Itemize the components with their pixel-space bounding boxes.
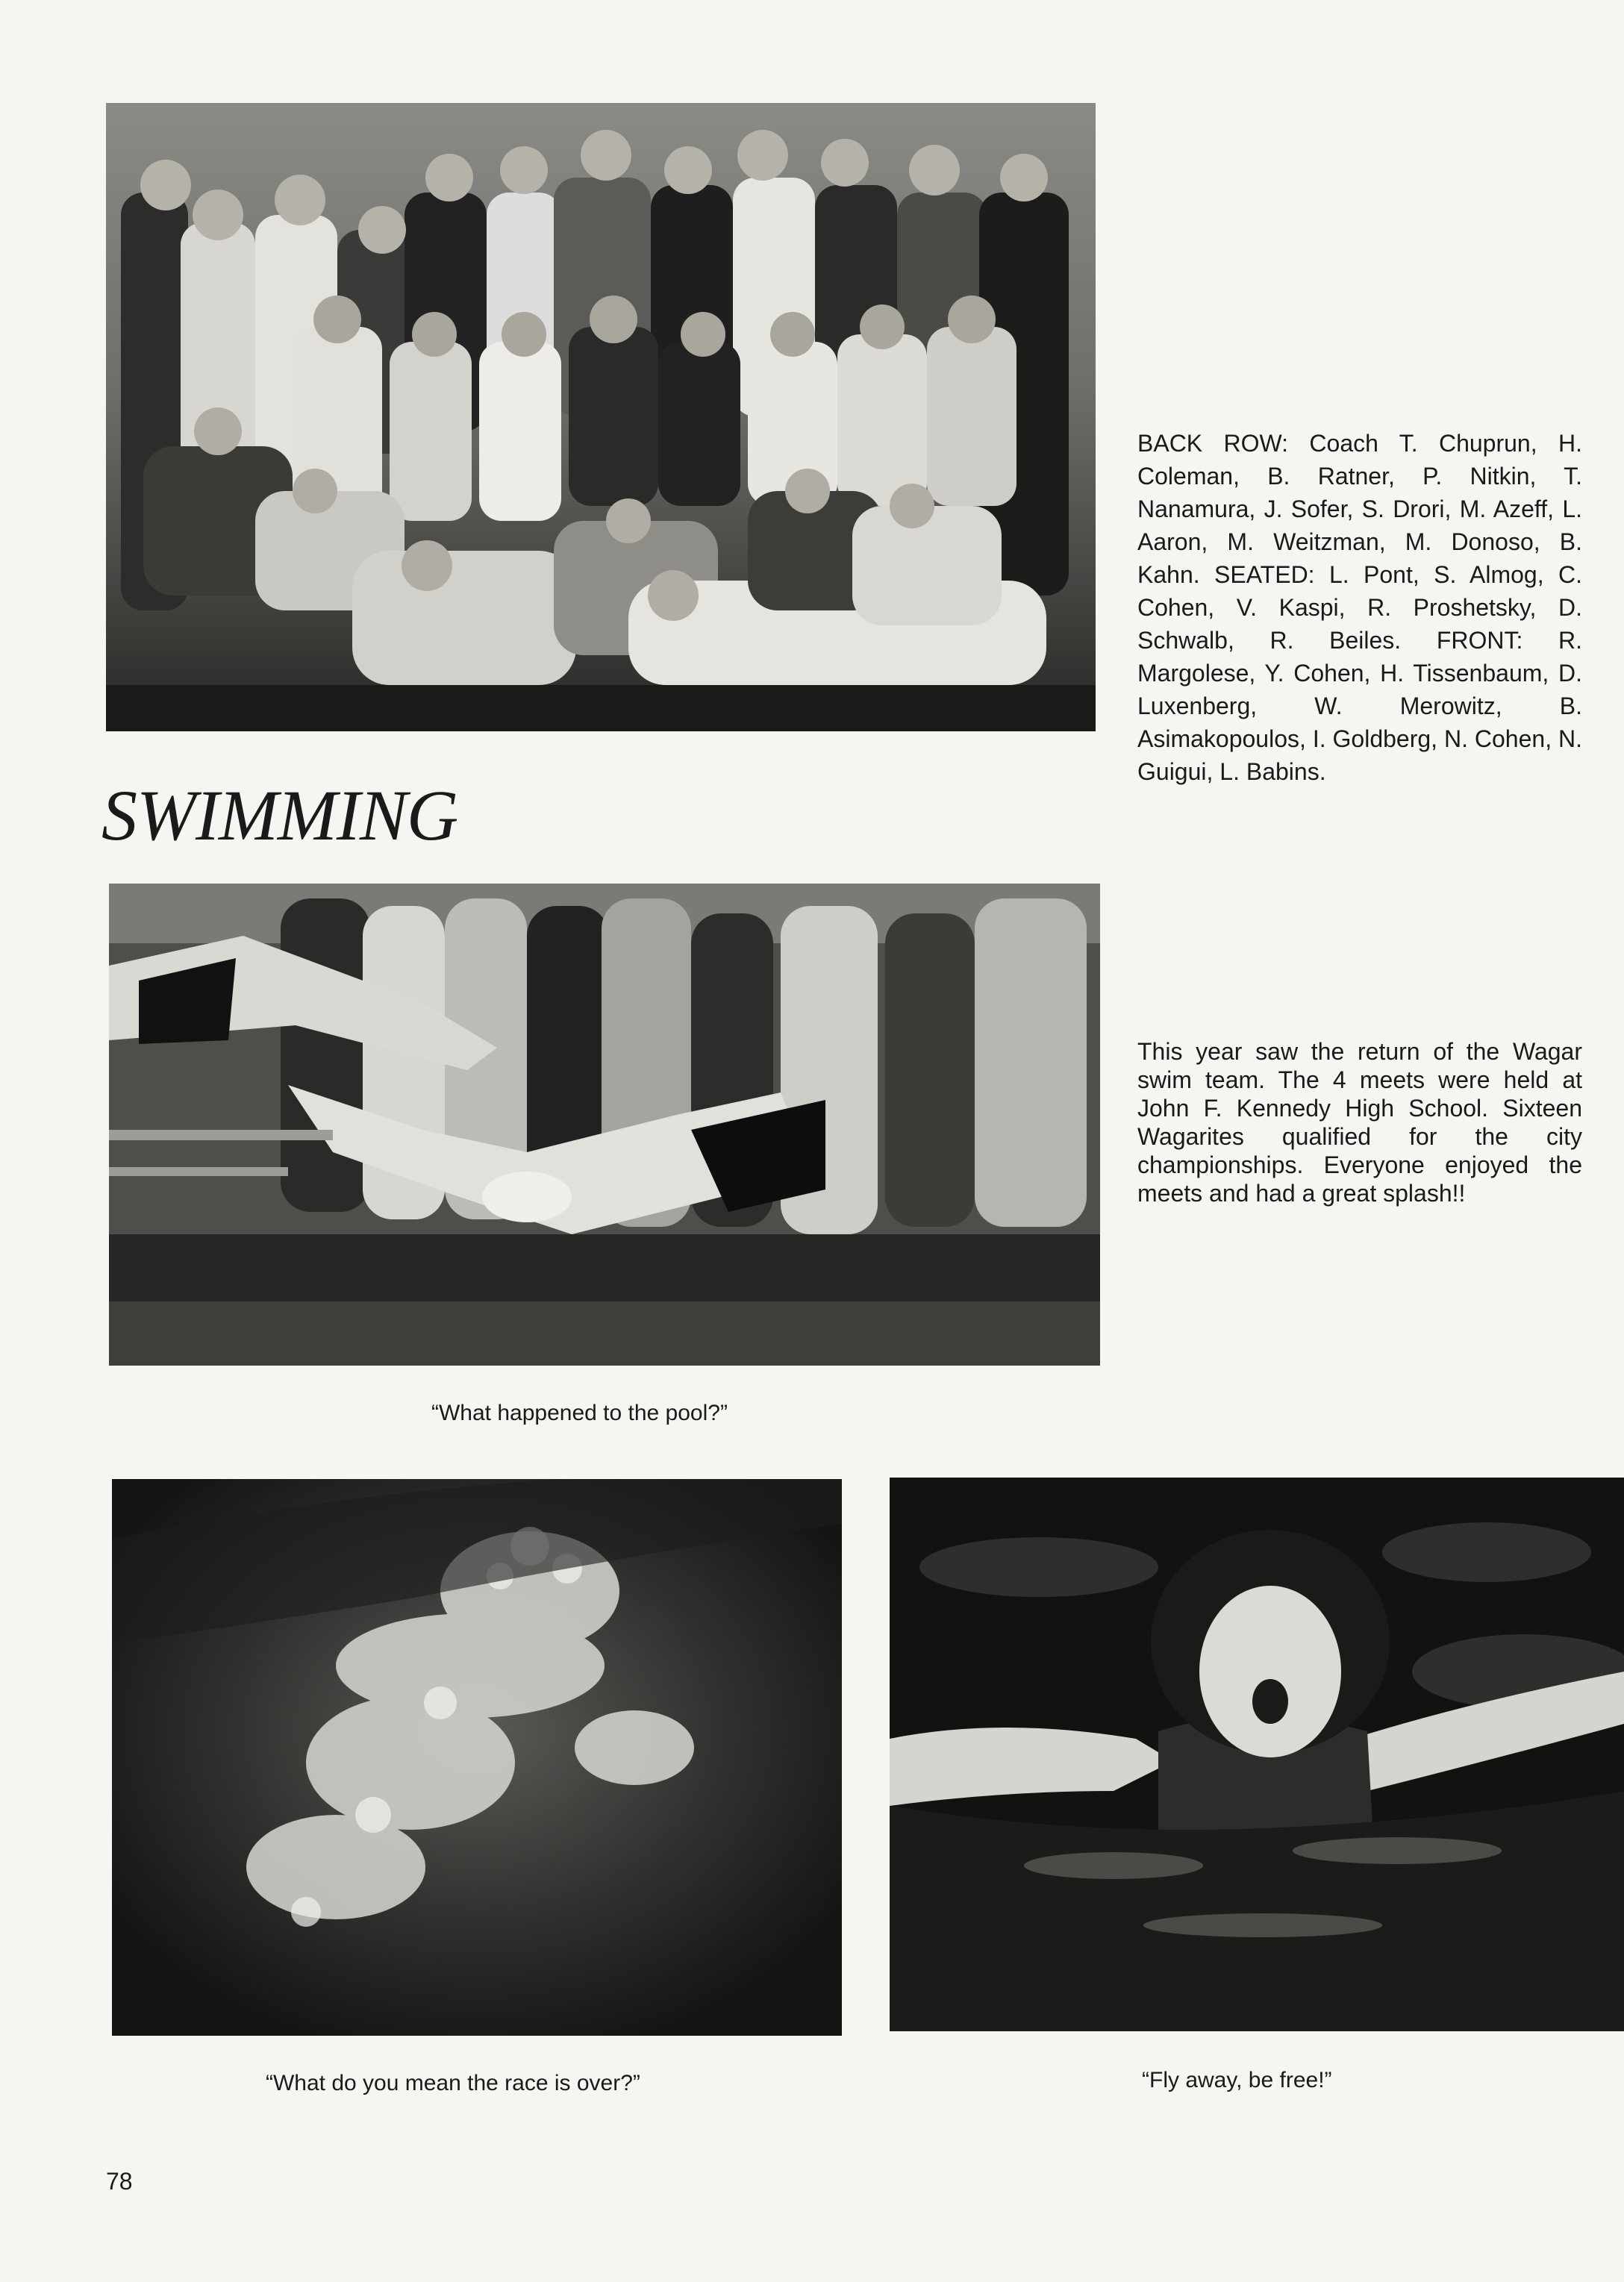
- butterfly-swimmer-photo: [890, 1478, 1624, 2031]
- butterfly-photo-caption: “Fly away, be free!”: [1142, 2068, 1332, 2092]
- splash-photo-caption: “What do you mean the race is over?”: [266, 2071, 640, 2095]
- diving-photo-caption: “What happened to the pool?”: [431, 1401, 728, 1425]
- page-number: 78: [106, 2168, 133, 2195]
- section-title: SWIMMING: [102, 775, 458, 855]
- team-photo: [106, 103, 1096, 731]
- diving-photo: [109, 884, 1100, 1366]
- story-text: This year saw the return of the Wagar swim team. The 4 meets were held at John F. Kennedy High School. Sixteen Wagarites qualified for the city championships. Everyone enjoyed the meets and had a great splash!!: [1137, 1038, 1582, 1207]
- team-roster-caption: BACK ROW: Coach T. Chuprun, H. Coleman, B. Ratner, P. Nitkin, T. Nanamura, J. Sofer, S. Drori, M. Azeff, L. Aaron, M. Weitzman, M. Donoso, B. Kahn. SEATED: L. Pont, S. Almog, C. Cohen, V. Kaspi, R. Proshetsky, D. Schwalb, R. Beiles. FRONT: R. Margolese, Y. Cohen, H. Tissenbaum, D. Luxenberg, W. Merowitz, B. Asimakopoulos, I. Goldberg, N. Cohen, N. Guigui, L. Babins.: [1137, 430, 1582, 785]
- swimmer-splash-photo: [112, 1479, 842, 2036]
